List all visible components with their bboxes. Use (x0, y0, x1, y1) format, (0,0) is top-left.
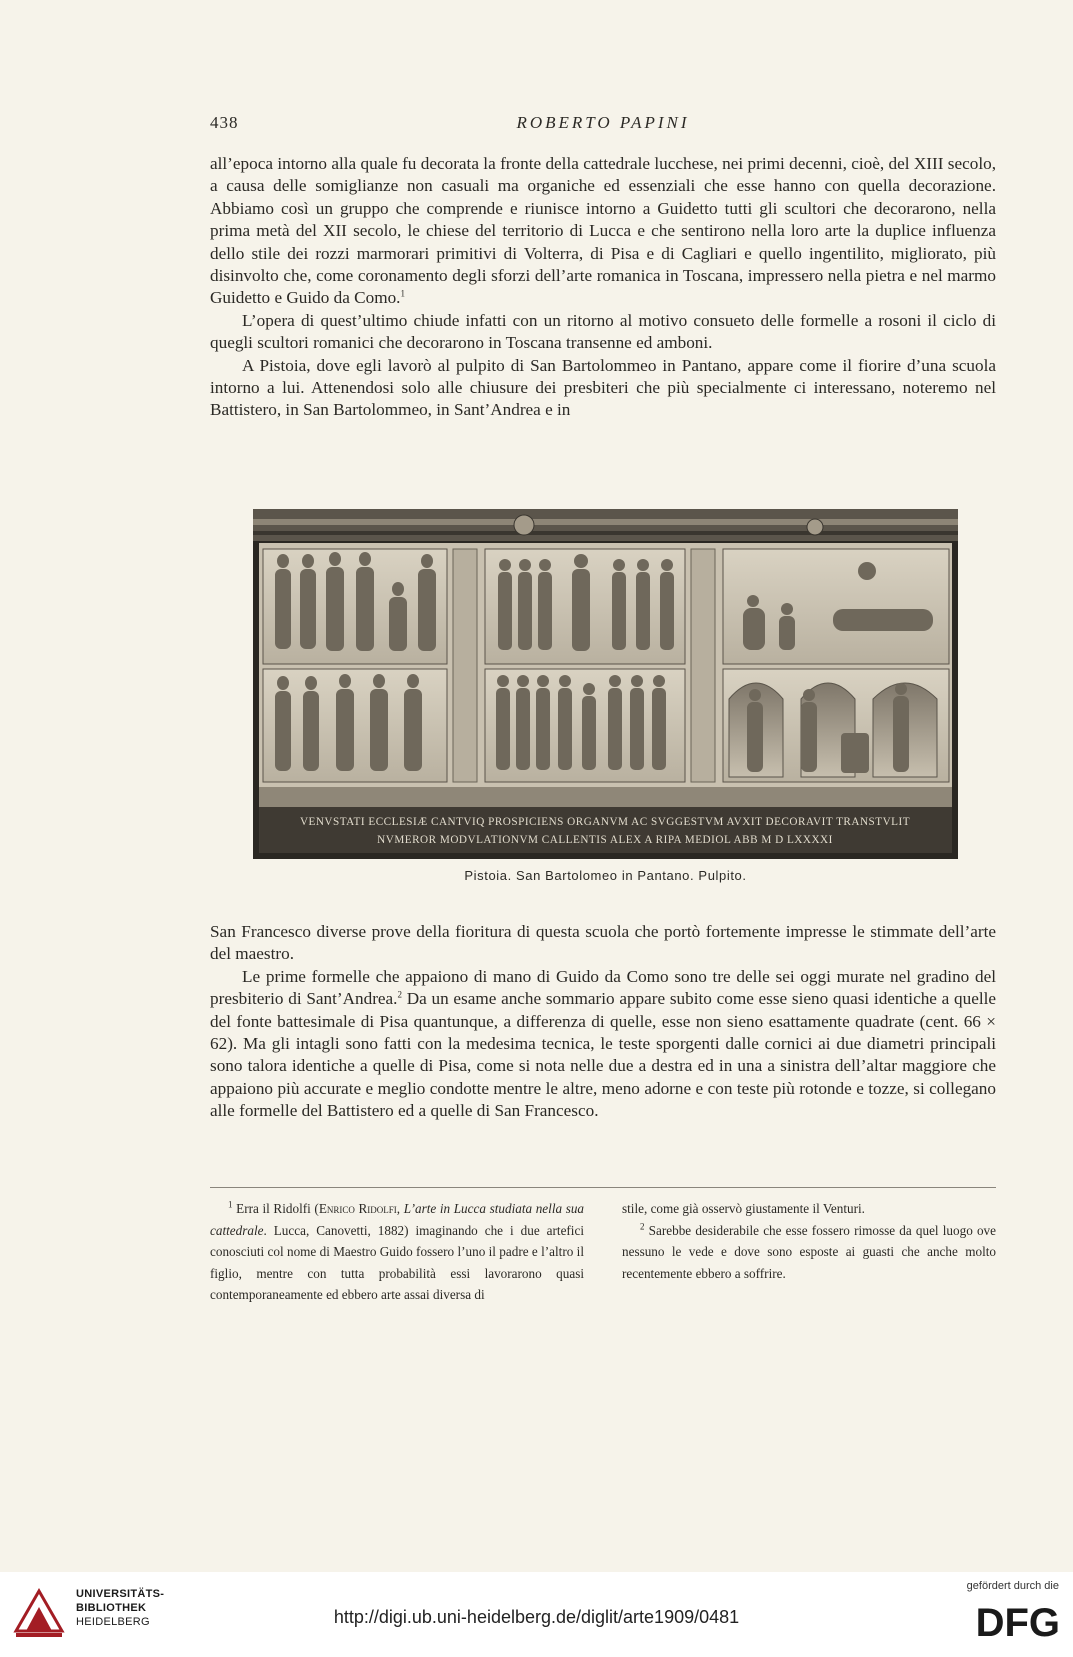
paragraph: all’epoca intorno alla quale fu decorata la fronte della cattedrale lucchese, nei primi decenni, cioè, del XIII secolo, a causa delle somiglianze non casuali ma organiche ed essenziali che esse hanno con quella decorazione. Abbiamo così un gruppo che comprende e riunisce intorno a Guidetto tutti gli scultori che decorarono, nella prima metà del XII secolo, le chiese del territorio di Lucca e che sentirono nella loro arte la duplice influenza dello stile dei rozzi marmorari primitivi di Volterra, di Pisa e di Cagliari e quello ingentilito, migliorato, più disinvolto che, come coronamento degli sforzi dell’arte romanica in Toscana, impressero nella pietra e nel marmo Guidetto e Guido da Como.$^1$ (210, 154, 996, 308)
running-head: ROBERTO PAPINI (516, 113, 690, 132)
footnote-column-left (210, 1198, 584, 1306)
page-header (210, 113, 996, 137)
footnote-1: $^1$ Erra il Ridolfi (Enrico Ridolfi, L’arte in Lucca studiata nella sua cattedrale. Lucca, Canovetti, 1882) imaginando che i due artefici conosciuti col nome di Maestro Guido fossero l’uno il padre e l’altro il figlio, mentre con tutta probabilità essi lavorarono quasi contemporaneamente ed ebbero arte assai diversa di (210, 1199, 585, 1303)
inscription-line-2: NVMEROR MODVLATIONVM CALLENTIS ALEX A RIPA MEDIOL ABB M D LXXXXI (377, 834, 833, 846)
figure-caption: Pistoia. San Bartolomeo in Pantano. Pulpito. (464, 868, 747, 883)
body-text-top (210, 153, 996, 422)
footnote-2: $^2$ Sarebbe desiderabile che esse fossero rimosse da quel luogo ove nessuno le vede e dove sono esposte ai guasti che anche molto recentemente ebbero a soffrire. (622, 1221, 997, 1281)
body-text-bottom (210, 921, 996, 1123)
paragraph: Le prime formelle che appaiono di mano di Guido da Como sono tre delle sei oggi murate nel gradino del presbiterio di Sant’Andrea.$^2$ Da un esame anche sommario appare subito come esse sieno quasi identiche a quelle del fonte battesimale di Pisa quantunque, a differenza di quelle, esse non sieno esattamente quadrate (cent. 66 × 62). Ma gli intagli sono fatti con la medesima tecnica, le teste sporgenti dalle cornici ai due diametri principali sono talora identiche a quelle di Pisa, come si nota nelle due a destra ed in una a sinistra dell’altar maggiore che appaiono più accurate e meglio condotte mentre le altre, meno adorne e con teste più rotonde e tozze, si collegano alle formelle del Battistero ed a quelle di San Francesco. (210, 966, 996, 1121)
paragraph: L’opera di quest’ultimo chiude infatti con un ritorno al motivo consueto delle formelle a rosoni il ciclo di quegli scultori romanici che decorarono in Toscana transenne ed amboni. (210, 310, 996, 353)
footnote-1-continued: stile, come già osservò giustamente il Venturi. (622, 1201, 865, 1216)
dfg-logo-icon (939, 1598, 1061, 1642)
footnote-ref: 1 (400, 288, 405, 299)
footnote-rule (210, 1187, 996, 1188)
funder-label: gefördert durch die (966, 1580, 1059, 1592)
paragraph: San Francesco diverse prove della fioritura di questa scuola che portò fortemente impresse le stimmate dell’arte del maestro. (210, 922, 996, 964)
footnote-ref: 2 (397, 989, 402, 1000)
paragraph: A Pistoia, dove egli lavorò al pulpito di San Bartolommeo in Pantano, appare come il fiorire d’una scuola intorno a lui. Attenendosi solo alle chiusure dei presbiteri che più specialmente ci interessano, noteremo nel Battistero, in San Bartolommeo, in Sant’Andrea e in (210, 355, 996, 420)
page-number: 438 (210, 113, 239, 132)
library-name: UNIVERSITÄTS- BIBLIOTHEK HEIDELBERG (76, 1588, 165, 1628)
svg-text:DFG: DFG (975, 1601, 1060, 1642)
footnote-column-right (622, 1198, 996, 1284)
pulpit-relief-photo (253, 509, 958, 859)
inscription-line-1: VENVSTATI ECCLESIÆ CANTVIQ PROSPICIENS ORGANVM AC SVGGESTVM AVXIT DECORAVIT TRANSTVLIT (299, 816, 911, 828)
digitization-footer (0, 1572, 1073, 1657)
permalink-url[interactable]: http://digi.ub.uni-heidelberg.de/diglit/arte1909/0481 (333, 1607, 740, 1627)
